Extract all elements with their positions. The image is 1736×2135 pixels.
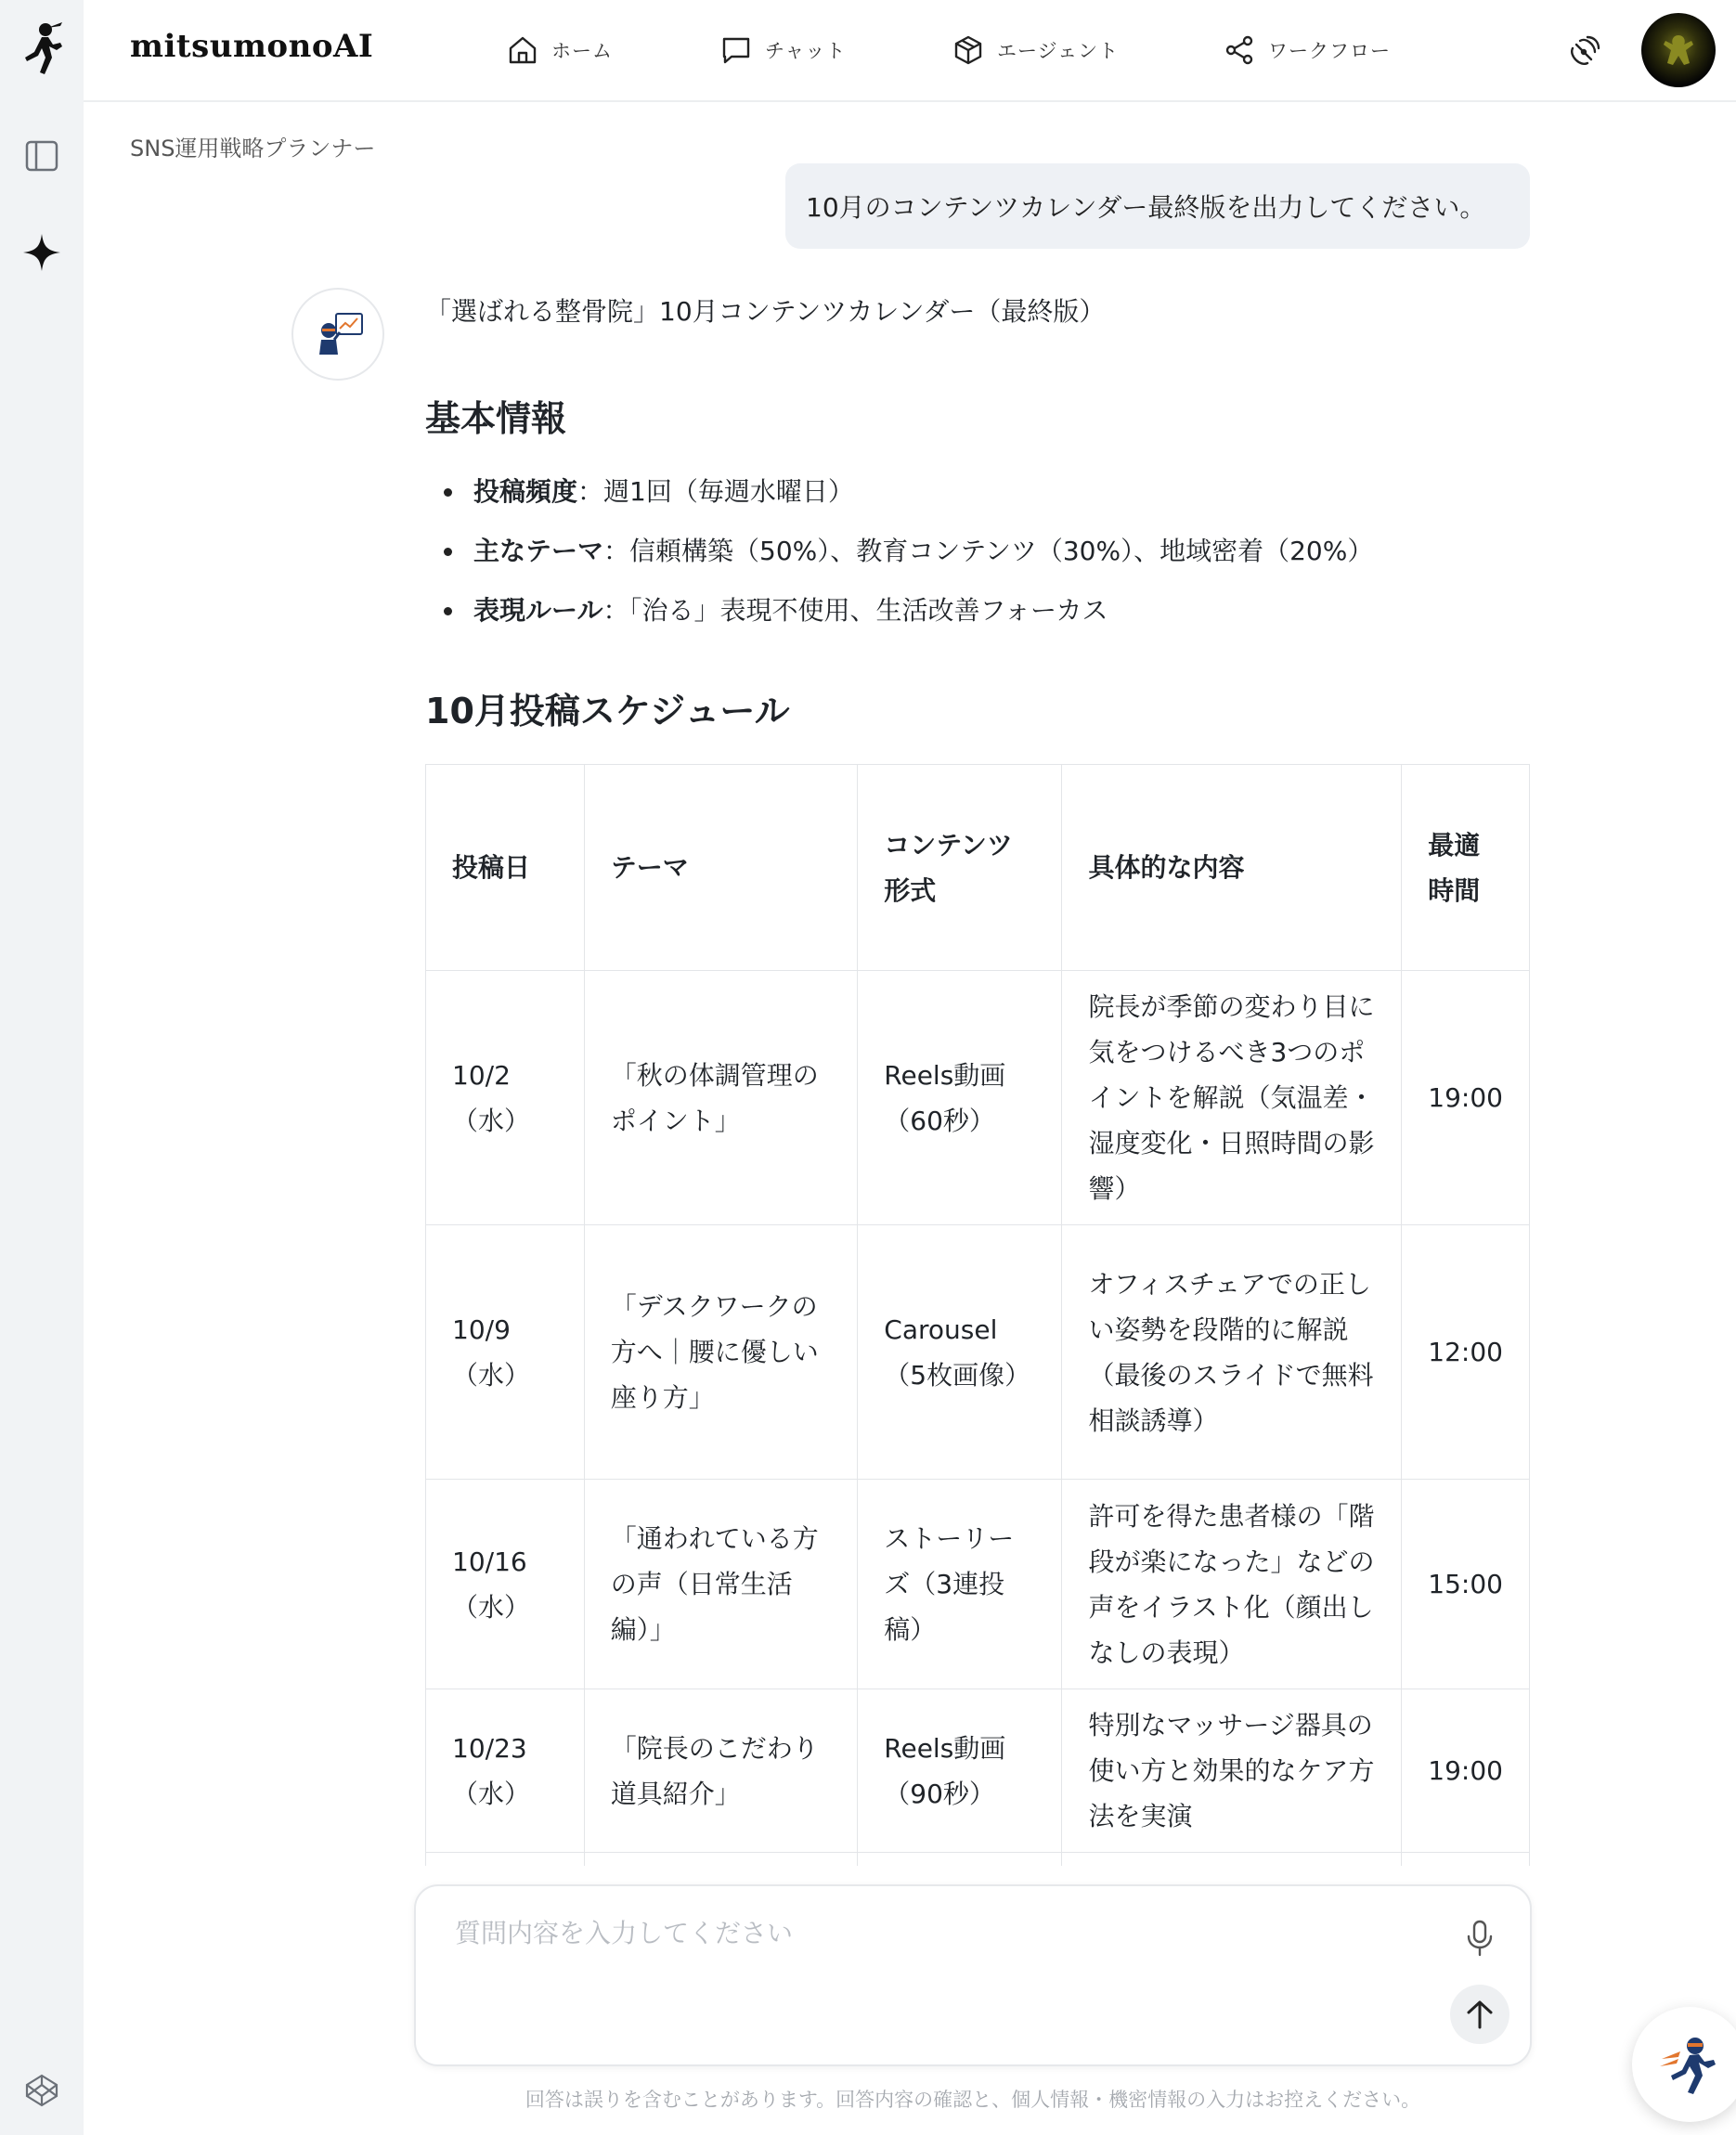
assistant-answer [425, 288, 1530, 1866]
table-row [426, 1689, 1530, 1853]
disclaimer-text: 回答は誤りを含むことがあります。回答内容の確認と、個人情報・機密情報の入力はお控えください。 [525, 2089, 1421, 2111]
cell-format: Carousel（5枚画像） [858, 1225, 1062, 1480]
user-avatar[interactable] [1641, 13, 1716, 87]
schedule-table [425, 764, 1530, 1866]
cell-content: オフィスチェアでの正しい姿勢を段階的に解説（最後のスライドで無料相談誘導） [1062, 1225, 1402, 1480]
chat-icon [720, 34, 752, 66]
header-theme: テーマ [584, 765, 858, 971]
chat-input-box [414, 1884, 1532, 2066]
nav-workflow-label: ワークフロー [1268, 40, 1391, 62]
bot-avatar [291, 288, 384, 381]
cell-date: 10/23（水） [426, 1689, 585, 1853]
share-icon [1224, 34, 1255, 66]
breadcrumb[interactable]: SNS運用戦略プランナー [130, 136, 376, 162]
basic-info-heading: 基本情報 [425, 398, 567, 439]
arrow-up-icon [1466, 1999, 1494, 2029]
satellite-icon[interactable] [1565, 30, 1606, 71]
table-row [426, 1480, 1530, 1689]
list-item [425, 522, 1373, 581]
microphone-icon[interactable] [1465, 1920, 1495, 1960]
sidebar-toggle-icon[interactable] [14, 128, 70, 184]
nav-agent-label: エージェント [997, 40, 1120, 62]
cell-format: Reels動画（90秒） [858, 1689, 1062, 1853]
cell-theme: 「通われている方の声（日常生活編）」 [584, 1480, 858, 1689]
sparkle-icon[interactable] [14, 225, 70, 280]
cell-time: 19:00 [1402, 971, 1530, 1225]
send-button[interactable] [1450, 1985, 1509, 2044]
cell-content: 許可を得た患者様の「階段が楽になった」などの声をイラスト化（顔出しなしの表現） [1062, 1480, 1402, 1689]
assistant-fab-button[interactable] [1632, 2007, 1736, 2122]
nav-home[interactable] [507, 30, 613, 71]
nav-workflow[interactable] [1224, 30, 1391, 71]
top-header [84, 0, 1736, 102]
left-rail [0, 0, 84, 2135]
list-item [425, 581, 1373, 640]
bullet-label: 主なテーマ [473, 536, 604, 566]
table-row [426, 971, 1530, 1225]
bullet-label: 表現ルール [473, 595, 603, 626]
cell-date: 10/16（水） [426, 1480, 585, 1689]
nav-chat[interactable] [720, 30, 846, 71]
table-row [426, 1225, 1530, 1480]
bullet-text: ：「治る」表現不使用、生活改善フォーカス [602, 595, 1108, 626]
nav-chat-label: チャット [765, 40, 847, 62]
table-row-partial [426, 1853, 1530, 1867]
header-format: コンテンツ形式 [858, 765, 1062, 971]
cell-time: 12:00 [1402, 1225, 1530, 1480]
ninja-mascot-icon [1656, 2031, 1723, 2098]
cell-format: ストーリーズ（3連投稿） [858, 1480, 1062, 1689]
header-date: 投稿日 [426, 765, 585, 971]
header-content: 具体的な内容 [1062, 765, 1402, 971]
user-message-bubble: 10月のコンテンツカレンダー最終版を出力してください。 [785, 163, 1530, 249]
nav-agent[interactable] [952, 30, 1119, 71]
home-icon [507, 34, 538, 66]
header-time: 最適時間 [1402, 765, 1530, 971]
answer-intro: 「選ばれる整骨院」10月コンテンツカレンダー（最終版） [425, 296, 1106, 327]
cell-content: 特別なマッサージ器具の使い方と効果的なケア方法を実演 [1062, 1689, 1402, 1853]
bullet-text: ：信頼構築（50%）、教育コンテンツ（30%）、地域密着（20%） [603, 536, 1374, 566]
nav-home-label: ホーム [551, 40, 613, 62]
cell-time: 19:00 [1402, 1689, 1530, 1853]
cube-icon [952, 34, 984, 66]
question-input[interactable] [455, 1918, 1383, 1948]
cell-date: 10/9（水） [426, 1225, 585, 1480]
cell-content: 院長が季節の変わり目に気をつけるべき3つのポイントを解説（気温差・湿度変化・日照時間の影響） [1062, 971, 1402, 1225]
cell-format: Reels動画（60秒） [858, 971, 1062, 1225]
list-item [425, 462, 1373, 522]
cell-theme: 「院長のこだわり道具紹介」 [584, 1689, 858, 1853]
bullet-text: ：週1回（毎週水曜日） [577, 476, 854, 507]
cell-theme: 「デスクワークの方へ｜腰に優しい座り方」 [584, 1225, 858, 1480]
cell-time: 15:00 [1402, 1480, 1530, 1689]
brand-name[interactable]: mitsumonoAI [130, 28, 374, 65]
cell-theme: 「秋の体調管理のポイント」 [584, 971, 858, 1225]
basic-info-list [425, 462, 1373, 640]
logo-ninja-icon[interactable] [14, 20, 70, 76]
cell-date: 10/2（水） [426, 971, 585, 1225]
table-header-row [426, 765, 1530, 971]
schedule-heading: 10月投稿スケジュール [425, 691, 790, 731]
bullet-label: 投稿頻度 [473, 476, 578, 507]
